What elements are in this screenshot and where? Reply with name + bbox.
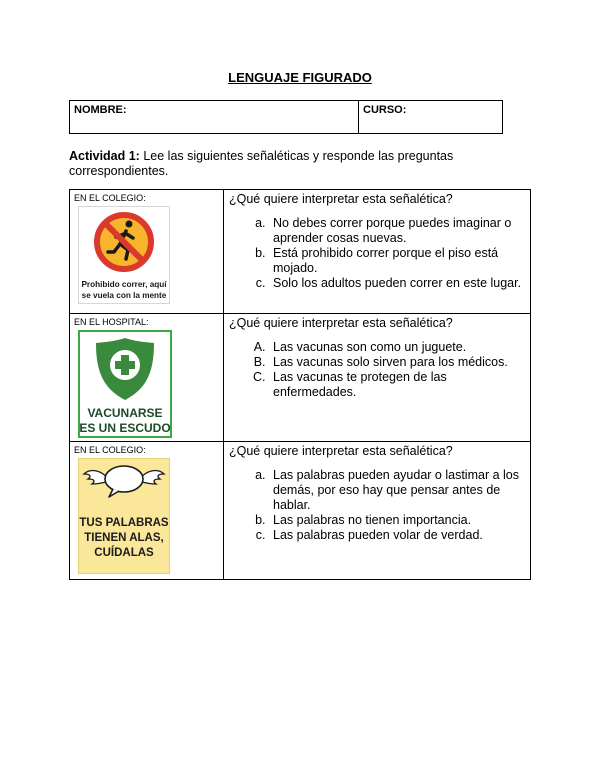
question-text: ¿Qué quiere interpretar esta señalética?: [229, 192, 453, 206]
sign-cell: [70, 190, 224, 314]
sign-caption-line-1: TUS PALABRAS: [79, 517, 169, 529]
option-c[interactable]: C. Las vacunas te protegen de las enfermedades.: [269, 370, 525, 400]
no-running-sign: [78, 206, 170, 304]
option-b[interactable]: b. Está prohibido correr porque el piso está mojado.: [269, 246, 525, 276]
nombre-label: NOMBRE:: [74, 104, 127, 116]
options-list: [229, 468, 525, 543]
options-list: [229, 216, 525, 291]
option-a[interactable]: a. No debes correr porque puedes imaginar o aprender cosas nuevas.: [269, 216, 525, 246]
vaccine-shield-sign: [78, 330, 172, 438]
words-have-wings-sign: [78, 458, 170, 574]
place-label: EN EL HOSPITAL:: [74, 317, 149, 327]
option-a[interactable]: A. Las vacunas son como un juguete.: [269, 340, 525, 355]
table-row: [70, 314, 531, 442]
question-text: ¿Qué quiere interpretar esta señalética?: [229, 444, 453, 458]
sign-caption-line-1: VACUNARSE: [87, 406, 163, 420]
option-a[interactable]: a. Las palabras pueden ayudar o lastimar a los demás, por eso hay que pensar antes de hablar.: [269, 468, 525, 513]
question-cell: [224, 442, 531, 580]
options-list: [229, 340, 525, 400]
sign-caption-line-2: se vuela con la mente: [81, 291, 167, 300]
student-info-table: [69, 100, 503, 134]
option-b[interactable]: B. Las vacunas solo sirven para los médicos.: [269, 355, 525, 370]
question-cell: [224, 314, 531, 442]
option-b[interactable]: b. Las palabras no tienen importancia.: [269, 513, 525, 528]
table-row: [70, 190, 531, 314]
activity-instructions: [69, 149, 509, 179]
option-c[interactable]: c. Solo los adultos pueden correr en este lugar.: [269, 276, 525, 291]
sign-caption-line-1: Prohibido correr, aquí: [81, 280, 167, 289]
signs-table: [69, 189, 531, 580]
sign-caption-line-3: CUÍDALAS: [94, 547, 154, 559]
curso-label: CURSO:: [363, 104, 407, 116]
sign-cell: [70, 314, 224, 442]
curso-field[interactable]: [359, 101, 503, 134]
question-cell: [224, 190, 531, 314]
option-c[interactable]: c. Las palabras pueden volar de verdad.: [269, 528, 525, 543]
nombre-field[interactable]: [70, 101, 359, 134]
place-label: EN EL COLEGIO:: [74, 193, 146, 203]
sign-caption-line-2: ES UN ESCUDO: [79, 421, 171, 435]
sign-cell: [70, 442, 224, 580]
activity-label: Actividad 1:: [69, 149, 140, 163]
page-title: LENGUAJE FIGURADO: [228, 70, 372, 85]
question-text: ¿Qué quiere interpretar esta señalética?: [229, 316, 453, 330]
sign-caption-line-2: TIENEN ALAS,: [84, 532, 164, 544]
activity-text: Lee las siguientes señaléticas y responde las preguntas correspondientes.: [69, 149, 454, 178]
table-row: [70, 442, 531, 580]
place-label: EN EL COLEGIO:: [74, 445, 146, 455]
